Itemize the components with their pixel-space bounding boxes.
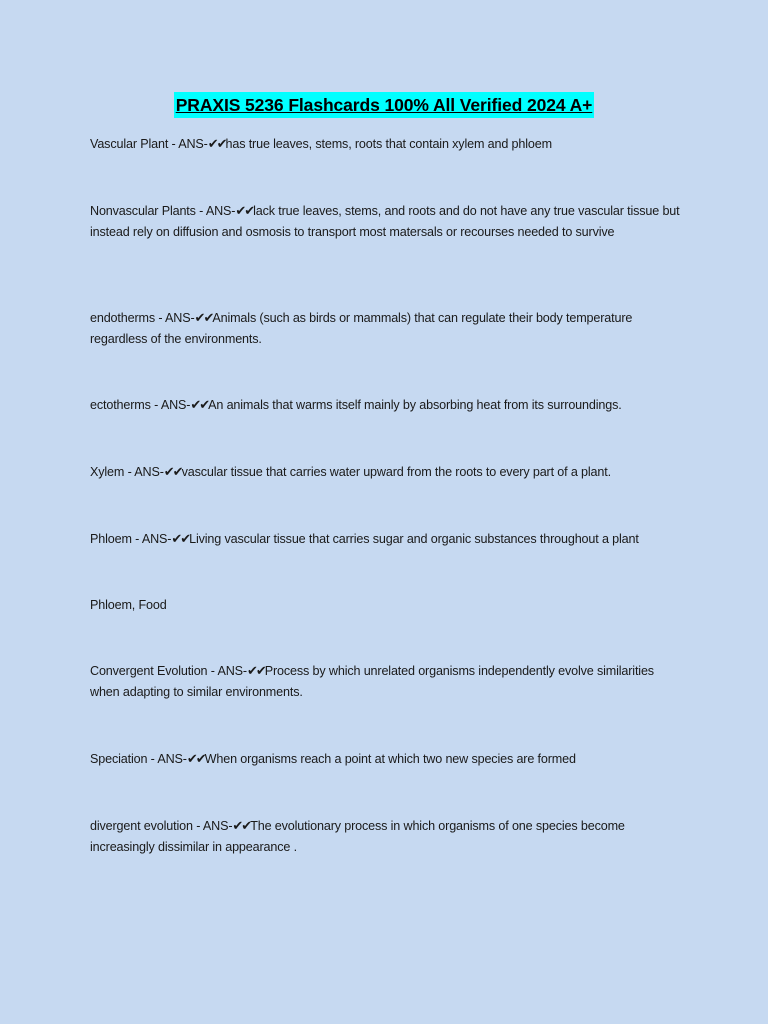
flashcard-entry — [90, 661, 680, 702]
flashcard-term: ectotherms - ANS- — [90, 398, 191, 412]
flashcard-entry — [90, 395, 680, 416]
flashcard-term: Xylem - ANS- — [90, 465, 164, 479]
flashcard-term: Speciation - ANS- — [90, 752, 187, 766]
check-marks-icon: ✔✔ — [190, 397, 209, 412]
flashcard-definition: has true leaves, stems, roots that contain xylem and phloem — [225, 137, 552, 151]
check-marks-icon: ✔✔ — [194, 310, 213, 325]
flashcard-entry — [90, 462, 680, 483]
flashcard-definition: lack true leaves, stems, and roots and do not have any true vascular tissue but instead rely on diffusion and osmosis to transport most matersals or recourses needed to survive — [90, 204, 680, 239]
flashcard-definition: Living vascular tissue that carries sugar and organic substances throughout a plant — [189, 532, 639, 546]
flashcard-definition: The evolutionary process in which organisms of one species become increasingly dissimilar in appearance . — [90, 819, 625, 854]
check-marks-icon: ✔✔ — [232, 818, 251, 833]
flashcard-term: divergent evolution - ANS- — [90, 819, 233, 833]
flashcard-entry — [90, 201, 680, 242]
check-marks-icon: ✔✔ — [246, 663, 265, 678]
flashcard-term: Convergent Evolution - ANS- — [90, 664, 247, 678]
flashcard-definition: An animals that warms itself mainly by absorbing heat from its surroundings. — [208, 398, 622, 412]
flashcard-entry — [90, 529, 680, 550]
flashcard-term: Nonvascular Plants - ANS- — [90, 204, 236, 218]
flashcard-entry — [90, 595, 680, 616]
flashcard-term: Phloem - ANS- — [90, 532, 172, 546]
flashcard-term: endotherms - ANS- — [90, 311, 195, 325]
flashcard-definition: vascular tissue that carries water upward from the roots to every part of a plant. — [181, 465, 611, 479]
flashcard-definition: When organisms reach a point at which two new species are formed — [204, 752, 576, 766]
check-marks-icon: ✔✔ — [186, 751, 205, 766]
check-marks-icon: ✔✔ — [171, 531, 190, 546]
check-marks-icon: ✔✔ — [163, 464, 182, 479]
flashcard-definition: Animals (such as birds or mammals) that can regulate their body temperature regardless of the environments. — [90, 311, 633, 346]
title-container — [0, 92, 768, 118]
flashcard-entry — [90, 749, 680, 770]
check-marks-icon: ✔✔ — [235, 203, 254, 218]
flashcard-term: Vascular Plant - ANS- — [90, 137, 208, 151]
flashcard-entry — [90, 816, 680, 857]
flashcard-entry — [90, 308, 680, 349]
flashcard-definition: Process by which unrelated organisms independently evolve similarities when adapting to similar environments. — [90, 664, 654, 699]
flashcard-entry — [90, 134, 680, 155]
document-title: PRAXIS 5236 Flashcards 100% All Verified 2024 A+ — [174, 92, 595, 118]
flashcard-term: Phloem, Food — [90, 598, 167, 612]
check-marks-icon: ✔✔ — [207, 136, 226, 151]
